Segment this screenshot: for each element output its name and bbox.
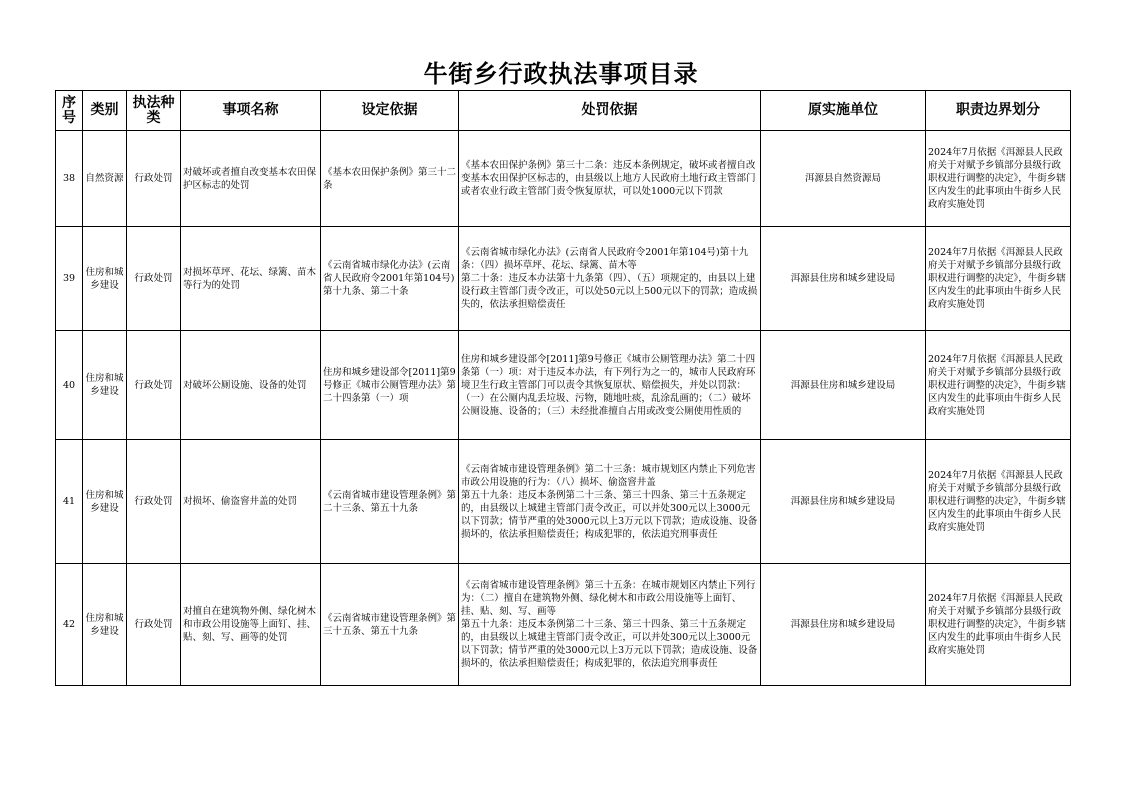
table-row xyxy=(56,440,1071,564)
row-category: 自然资源 xyxy=(83,131,127,227)
row-duty: 2024年7月依据《洱源县人民政府关于对赋予乡镇部分县级行政职权进行调整的决定》，牛街乡辖区内发生的此事项由牛街乡人民政府实施处罚 xyxy=(926,331,1071,440)
row-law-type: 行政处罚 xyxy=(127,131,181,227)
row-penalty-basis: 住房和城乡建设部令[2011]第9号修正《城市公厕管理办法》第二十四条第（一）项：对于违反本办法，有下列行为之一的，城市人民政府环境卫生行政主管部门可以责令其恢复原状、赔偿损失，并处以罚款：（一）在公厕内乱丢垃圾、污物，随地吐痰，乱涂乱画的；（二）破坏公厕设施、设备的；（三）未经批准擅自占用或改变公厕使用性质的 xyxy=(459,331,761,440)
header-duty: 职责边界划分 xyxy=(926,91,1071,131)
row-law-type: 行政处罚 xyxy=(127,227,181,331)
row-item-name: 对破坏公厕设施、设备的处罚 xyxy=(181,331,321,440)
row-law-type: 行政处罚 xyxy=(127,564,181,686)
table-row xyxy=(56,331,1071,440)
row-basis: 《云南省城市建设管理条例》第二十三条、第五十九条 xyxy=(321,440,459,564)
row-duty: 2024年7月依据《洱源县人民政府关于对赋予乡镇部分县级行政职权进行调整的决定》，牛街乡辖区内发生的此事项由牛街乡人民政府实施处罚 xyxy=(926,131,1071,227)
row-duty: 2024年7月依据《洱源县人民政府关于对赋予乡镇部分县级行政职权进行调整的决定》，牛街乡辖区内发生的此事项由牛街乡人民政府实施处罚 xyxy=(926,440,1071,564)
header-seq: 序号 xyxy=(56,91,83,131)
row-basis: 《云南省城市绿化办法》(云南省人民政府令2001年第104号)第十九条、第二十条 xyxy=(321,227,459,331)
table-header-row xyxy=(56,91,1071,131)
row-original-unit: 洱源县住房和城乡建设局 xyxy=(761,331,926,440)
row-original-unit: 洱源县住房和城乡建设局 xyxy=(761,564,926,686)
header-category: 类别 xyxy=(83,91,127,131)
row-duty: 2024年7月依据《洱源县人民政府关于对赋予乡镇部分县级行政职权进行调整的决定》，牛街乡辖区内发生的此事项由牛街乡人民政府实施处罚 xyxy=(926,564,1071,686)
row-law-type: 行政处罚 xyxy=(127,331,181,440)
table-row xyxy=(56,227,1071,331)
row-item-name: 对损坏草坪、花坛、绿篱、苗木等行为的处罚 xyxy=(181,227,321,331)
row-original-unit: 洱源县住房和城乡建设局 xyxy=(761,440,926,564)
row-penalty-basis: 《云南省城市建设管理条例》第二十三条：城市规划区内禁止下列危害市政公用设施的行为：（八）损坏、偷盗窨井盖 第五十九条：违反本条例第二十三条、第三十四条、第三十五条规定的，由县级以上城建主管部门责令改正，可以并处300元以上3000元以下罚款；情节严重的处3000元以上3万元以下罚款；造成设施、设备损坏的，依法承担赔偿责任；构成犯罪的，依法追究刑事责任 xyxy=(459,440,761,564)
row-original-unit: 洱源县自然资源局 xyxy=(761,131,926,227)
row-seq: 42 xyxy=(56,564,83,686)
row-category: 住房和城乡建设 xyxy=(83,331,127,440)
header-original-unit: 原实施单位 xyxy=(761,91,926,131)
enforcement-items-table xyxy=(55,90,1071,686)
header-basis: 设定依据 xyxy=(321,91,459,131)
row-basis: 《基本农田保护条例》第三十二条 xyxy=(321,131,459,227)
row-original-unit: 洱源县住房和城乡建设局 xyxy=(761,227,926,331)
header-item-name: 事项名称 xyxy=(181,91,321,131)
document-title: 牛街乡行政执法事项目录 xyxy=(423,60,699,88)
row-category: 住房和城乡建设 xyxy=(83,564,127,686)
row-category: 住房和城乡建设 xyxy=(83,440,127,564)
row-seq: 40 xyxy=(56,331,83,440)
row-duty: 2024年7月依据《洱源县人民政府关于对赋予乡镇部分县级行政职权进行调整的决定》，牛街乡辖区内发生的此事项由牛街乡人民政府实施处罚 xyxy=(926,227,1071,331)
row-seq: 38 xyxy=(56,131,83,227)
header-penalty-basis: 处罚依据 xyxy=(459,91,761,131)
row-category: 住房和城乡建设 xyxy=(83,227,127,331)
row-seq: 39 xyxy=(56,227,83,331)
row-penalty-basis: 《基本农田保护条例》第三十二条：违反本条例规定，破坏或者擅自改变基本农田保护区标志的，由县级以上地方人民政府土地行政主管部门或者农业行政主管部门责令恢复原状，可以处1000元以下罚款 xyxy=(459,131,761,227)
row-basis: 住房和城乡建设部令[2011]第9号修正《城市公厕管理办法》第二十四条第（一）项 xyxy=(321,331,459,440)
row-item-name: 对损坏、偷盗窨井盖的处罚 xyxy=(181,440,321,564)
row-basis: 《云南省城市建设管理条例》第三十五条、第五十九条 xyxy=(321,564,459,686)
row-penalty-basis: 《云南省城市绿化办法》(云南省人民政府令2001年第104号)第十九条：（四）损坏草坪、花坛、绿篱、苗木等 第二十条：违反本办法第十九条第（四）、（五）项规定的，由县以上建设行政主管部门责令改正，可以处50元以上500元以下的罚款；造成损失的，依法承担赔偿责任 xyxy=(459,227,761,331)
row-item-name: 对擅自在建筑物外侧、绿化树木和市政公用设施等上面钉、挂、贴、刻、写、画等的处罚 xyxy=(181,564,321,686)
row-item-name: 对破坏或者擅自改变基本农田保护区标志的处罚 xyxy=(181,131,321,227)
table-row xyxy=(56,564,1071,686)
table-row xyxy=(56,131,1071,227)
row-law-type: 行政处罚 xyxy=(127,440,181,564)
row-seq: 41 xyxy=(56,440,83,564)
row-penalty-basis: 《云南省城市建设管理条例》第三十五条：在城市规划区内禁止下列行为：（二）擅自在建筑物外侧、绿化树木和市政公用设施等上面钉、挂、贴、刻、写、画等 第五十九条：违反本条例第二十三条、第三十四条、第三十五条规定的，由县级以上城建主管部门责令改正，可以并处300元以上3000元以下罚款；情节严重的处3000元以上3万元以下罚款；造成设施、设备损坏的，依法承担赔偿责任；构成犯罪的，依法追究刑事责任 xyxy=(459,564,761,686)
header-law-type: 执法种类 xyxy=(127,91,181,131)
